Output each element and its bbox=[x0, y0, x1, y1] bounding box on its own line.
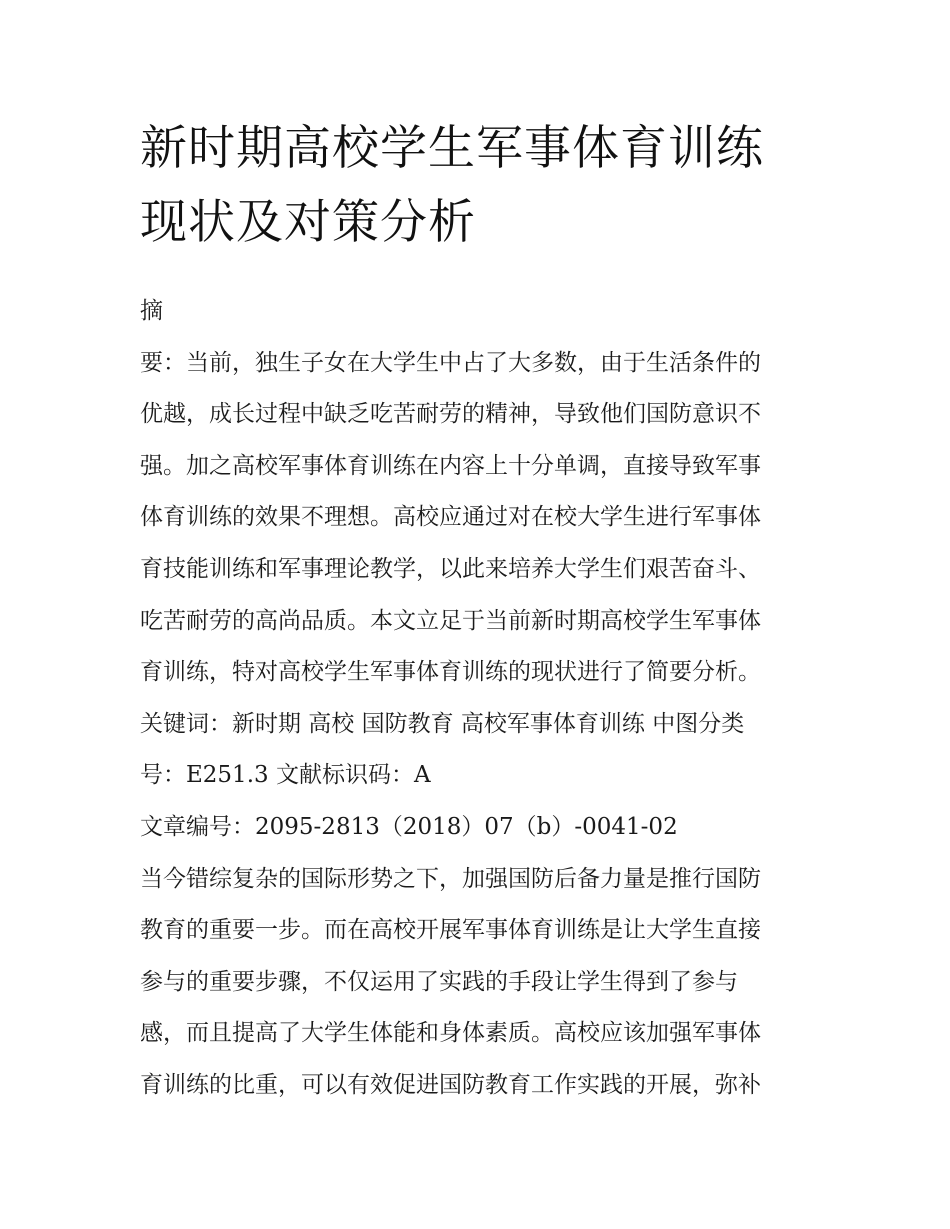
paragraph-line: 感，而且提高了大学生体能和身体素质。高校应该加强军事体 bbox=[140, 1020, 761, 1047]
document-title bbox=[140, 112, 812, 260]
keywords-line: 关键词：新时期 高校 国防教育 高校军事体育训练 中图分类 bbox=[140, 710, 745, 737]
abstract-line: 育技能训练和军事理论教学，以此来培养大学生们艰苦奋斗、 bbox=[140, 555, 761, 582]
paragraph-line: 当今错综复杂的国际形势之下，加强国防后备力量是推行国防 bbox=[140, 865, 761, 892]
paragraph-line: 教育的重要一步。而在高校开展军事体育训练是让大学生直接 bbox=[140, 917, 761, 944]
document-page bbox=[140, 112, 812, 1112]
title-line-1: 新时期高校学生军事体育训练 bbox=[140, 121, 764, 176]
abstract-line: 吃苦耐劳的高尚品质。本文立足于当前新时期高校学生军事体 bbox=[140, 607, 761, 634]
abstract-line: 体育训练的效果不理想。高校应通过对在校大学生进行军事体 bbox=[140, 504, 761, 531]
paragraph-line: 参与的重要步骤，不仅运用了实践的手段让学生得到了参与 bbox=[140, 968, 738, 995]
paragraph-line: 育训练的比重，可以有效促进国防教育工作实践的开展，弥补 bbox=[140, 1071, 761, 1098]
abstract-heading: 摘 bbox=[140, 298, 163, 324]
article-number-line: 文章编号：2095-2813（2018）07（b）-0041-02 bbox=[140, 813, 678, 840]
title-line-2: 现状及对策分析 bbox=[140, 195, 476, 250]
abstract-line: 优越，成长过程中缺乏吃苦耐劳的精神，导致他们国防意识不 bbox=[140, 401, 761, 428]
abstract-line: 强。加之高校军事体育训练在内容上十分单调，直接导致军事 bbox=[140, 452, 761, 479]
document-body bbox=[140, 286, 812, 1112]
abstract-line: 要：当前，独生子女在大学生中占了大多数，由于生活条件的 bbox=[140, 349, 761, 376]
classification-line: 号：E251.3 文献标识码：A bbox=[140, 762, 431, 789]
abstract-line: 育训练，特对高校学生军事体育训练的现状进行了简要分析。 bbox=[140, 659, 761, 686]
